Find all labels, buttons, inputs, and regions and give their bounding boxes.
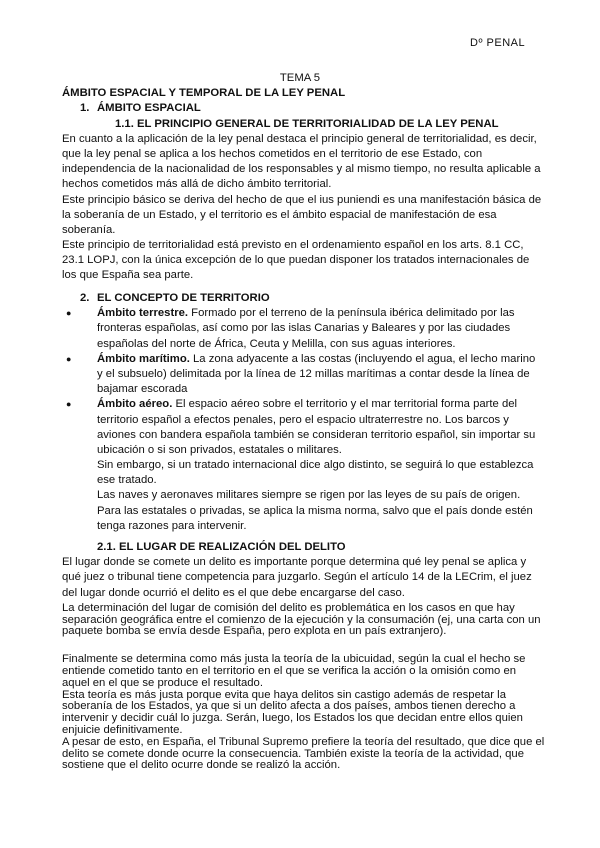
text-line: ubicación o si son privados, estatales o militares. (97, 443, 342, 456)
bullet-term: Ámbito marítimo. (97, 352, 190, 365)
text-line: soberanía. (62, 223, 116, 236)
section-1-1-body (0, 132, 600, 284)
text-line (97, 306, 600, 321)
text-line: los que España sea parte. (62, 269, 194, 282)
text-line: En cuanto a la aplicación de la ley penal destaca el principio general de territorialidad, es decir, (62, 132, 537, 145)
text-line: A pesar de esto, en España, el Tribunal Supremo prefiere la teoría del resultado, que dice que el (62, 735, 545, 748)
text-line: ese tratado. (97, 474, 157, 487)
text-line: soberanía de los Estados, ya que si un delito afecta a dos países, ambos tienen derecho a (62, 700, 516, 713)
bullet-item (0, 397, 600, 534)
bullet-icon: ● (66, 399, 72, 410)
text-line: La determinación del lugar de comisión del delito es problemática en los casos en que hay (62, 601, 515, 614)
text-line: Para las estatales o privadas, se aplica la misma norma, salvo que el país donde estén (97, 504, 533, 517)
text-line: separación geográfica entre el comienzo de la ejecución y la consumación (ej, una carta con un (62, 613, 541, 626)
section-2-heading: 2. EL CONCEPTO DE TERRITORIO (80, 292, 270, 304)
text-line: qué juez o tribunal tiene competencia para juzgarlo. Según el artículo 14 de la LECrim, el juez (62, 571, 532, 584)
text-line: intervenir y decidir cuál lo juzga. Serán, luego, los Estados los que decidan entre ellos quien (62, 712, 523, 725)
text-line: paquete bomba se envía desde España, pero explota en un país extranjero). (62, 625, 447, 638)
text-line: del lugar donde ocurrió el delito es el que debe encargarse del caso. (62, 586, 405, 599)
text-line: que la ley penal se aplica a los hechos cometidos en el territorio de ese Estado, con (62, 147, 483, 160)
text-line: españolas del norte de África, Ceuta y Melilla, con sus aguas interiores. (97, 337, 456, 350)
bullet-term: Ámbito aéreo. (97, 398, 173, 411)
section-1-heading: 1. ÁMBITO ESPACIAL (80, 102, 201, 115)
document-title: ÁMBITO ESPACIAL Y TEMPORAL DE LA LEY PENAL (62, 87, 346, 100)
section-2-1-heading: 2.1. EL LUGAR DE REALIZACIÓN DEL DELITO (97, 541, 346, 553)
bullet-term: Ámbito terrestre. (97, 307, 189, 320)
text-line: aviones con bandera española también se consideran territorio español, sin importar su (97, 428, 536, 441)
text-line: enjuicie definitivamente. (62, 723, 183, 736)
text-line: sostiene que el delito ocurre donde se realizó la acción. (62, 759, 341, 772)
section-1 (0, 71, 600, 284)
text-line: independencia de la nacionalidad de los responsables y al mismo tiempo, no resulta aplicable a (62, 163, 541, 176)
text-line: aquel en el que se produce el resultado. (62, 676, 263, 689)
bullet-text: El espacio aéreo sobre el territorio y el mar territorial forma parte del (172, 398, 518, 411)
text-line: hechos cometidos más allá de dicho ámbito territorial. (62, 178, 332, 191)
text-line (97, 397, 600, 412)
bullet-item (0, 306, 600, 352)
text-line: la soberanía de un Estado, y el territorio es el ámbito espacial de manifestación de esa (62, 208, 497, 221)
section-2 (0, 291, 600, 534)
text-line: Sin embargo, si un tratado internacional dice algo distinto, se seguirá lo que establezca (97, 459, 534, 472)
text-line: El lugar donde se comete un delito es importante porque determina qué ley penal se aplica y (62, 556, 527, 569)
topic-label: TEMA 5 (279, 72, 321, 84)
text-line: y el subsuelo) delimitada por la línea de 12 millas marítimas a contar desde la línea de (97, 367, 530, 380)
bullet-text: La zona adyacente a las costas (incluyendo el agua, el lecho marino (189, 352, 536, 365)
text-line: delito se comete donde ocurre la consecuencia. También existe la teoría de la actividad, que (62, 747, 524, 760)
paragraph (0, 654, 600, 772)
text-line: Finalmente se determina como más justa la teoría de la ubicuidad, según la cual el hecho se (62, 653, 526, 666)
section-2-1 (0, 540, 600, 772)
text-line: bajamar escorada (97, 383, 188, 396)
text-line: Este principio básico se deriva del hecho de que el ius puniendi es una manifestación básica de (62, 193, 542, 206)
bullet-item (0, 352, 600, 398)
paragraph (0, 555, 600, 601)
section-1-1-heading: 1.1. EL PRINCIPIO GENERAL DE TERRITORIALIDAD DE LA LEY PENAL (115, 117, 499, 130)
page-header: Dº PENAL (470, 37, 526, 49)
text-line: tenga razones para intervenir. (97, 519, 247, 532)
paragraph (0, 603, 600, 638)
text-line: Este principio de territorialidad está previsto en el ordenamiento español en los arts. 8.1 CC, (62, 239, 524, 252)
text-line (97, 352, 600, 367)
bullet-text: Formado por el terreno de la península ibérica delimitado por las (188, 307, 515, 320)
text-line: Las naves y aeronaves militares siempre se rigen por las leyes de su país de origen. (97, 489, 521, 502)
bullet-icon: ● (66, 353, 72, 364)
bullet-icon: ● (66, 308, 72, 319)
bullet-list (0, 306, 600, 534)
text-line: 23.1 LOPJ, con la única excepción de lo que puedan disponer los tratados internacionales de (62, 254, 530, 267)
text-line: entiende cometido tanto en el territorio en el que se verifica la acción o la omisión como en (62, 664, 517, 677)
text-line: Esta teoría es más justa porque evita que haya delitos sin castigo además de respetar la (62, 688, 506, 701)
text-line: fronteras españolas, así como por las islas Canarias y Baleares y por las ciudades (97, 322, 511, 335)
text-line: territorio español a efectos penales, pero el espacio ultraterrestre no. Los barcos y (97, 413, 509, 426)
